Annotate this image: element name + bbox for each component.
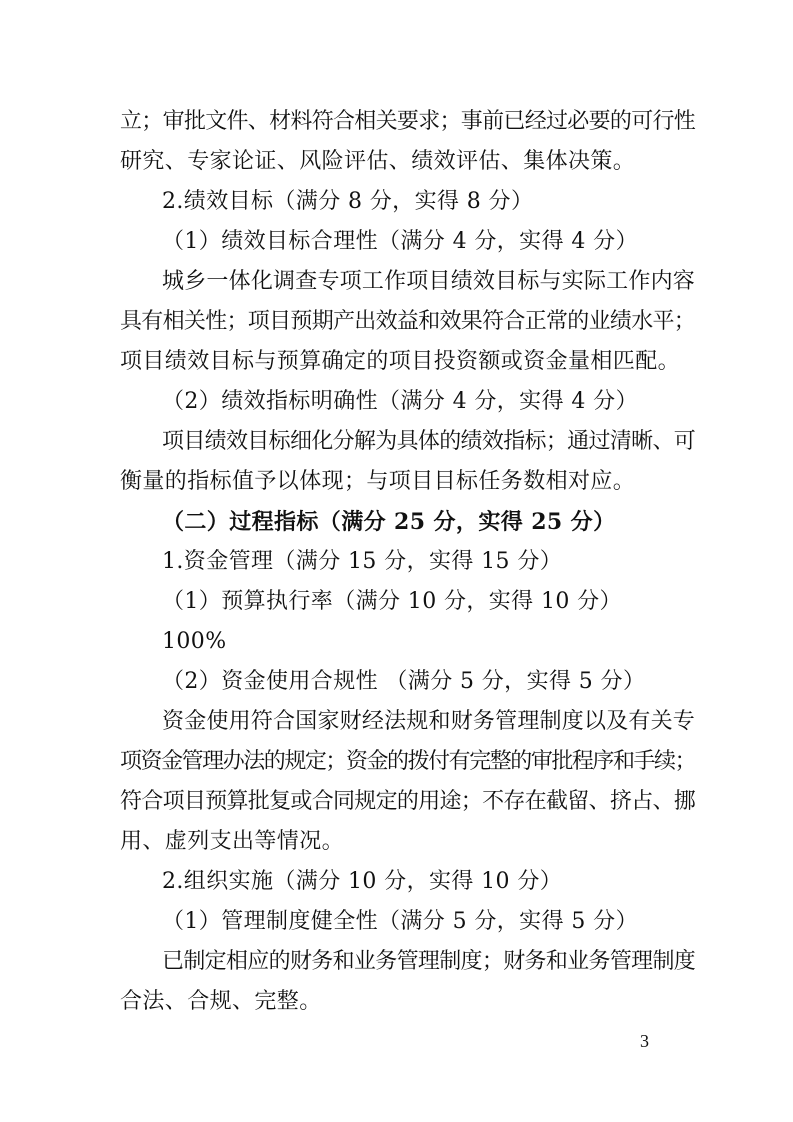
- body-text-line: 立；审批文件、材料符合相关要求；事前已经过必要的可行性: [120, 109, 695, 134]
- sub-heading-indicator-clarity: （2）绩效指标明确性（满分 4 分，实得 4 分）: [162, 389, 638, 414]
- body-text-line: 项目绩效目标与预算确定的项目投资额或资金量相匹配。: [120, 349, 681, 374]
- page-number: 3: [640, 1031, 649, 1051]
- body-text-line: 合法、合规、完整。: [120, 989, 322, 1014]
- body-text-line: 已制定相应的财务和业务管理制度；财务和业务管理制度: [162, 949, 695, 974]
- body-text-line: 研究、专家论证、风险评估、绩效评估、集体决策。: [120, 149, 636, 174]
- section-heading-organization: 2.组织实施（满分 10 分，实得 10 分）: [162, 869, 563, 894]
- body-text-line: 城乡一体化调查专项工作项目绩效目标与实际工作内容: [162, 269, 695, 294]
- body-text-line: 项目绩效目标细化分解为具体的绩效指标；通过清晰、可: [162, 429, 695, 454]
- body-text-line: 衡量的指标值予以体现；与项目目标任务数相对应。: [120, 469, 636, 494]
- body-text-line: 符合项目预算批复或合同规定的用途；不存在截留、挤占、挪: [120, 789, 695, 814]
- budget-execution-value: 100%: [162, 629, 227, 654]
- sub-heading-fund-compliance: （2）资金使用合规性 （满分 5 分，实得 5 分）: [162, 669, 646, 694]
- body-text-line: 资金使用符合国家财经法规和财务管理制度以及有关专: [162, 709, 695, 734]
- sub-heading-goal-rationality: （1）绩效目标合理性（满分 4 分，实得 4 分）: [162, 229, 638, 254]
- section-heading-fund-management: 1.资金管理（满分 15 分，实得 15 分）: [162, 549, 563, 574]
- body-text-line: 用、虚列支出等情况。: [120, 829, 345, 854]
- sub-heading-budget-execution-rate: （1）预算执行率（满分 10 分，实得 10 分）: [162, 589, 622, 614]
- sub-heading-management-system: （1）管理制度健全性（满分 5 分，实得 5 分）: [162, 909, 638, 934]
- section-heading-process-indicators: （二）过程指标（满分 25 分，实得 25 分）: [162, 509, 616, 535]
- body-text-line: 项资金管理办法的规定；资金的拨付有完整的审批程序和手续；: [120, 749, 695, 774]
- section-heading-performance-goal: 2.绩效目标（满分 8 分，实得 8 分）: [162, 189, 534, 214]
- body-text-line: 具有相关性；项目预期产出效益和效果符合正常的业绩水平；: [120, 309, 695, 334]
